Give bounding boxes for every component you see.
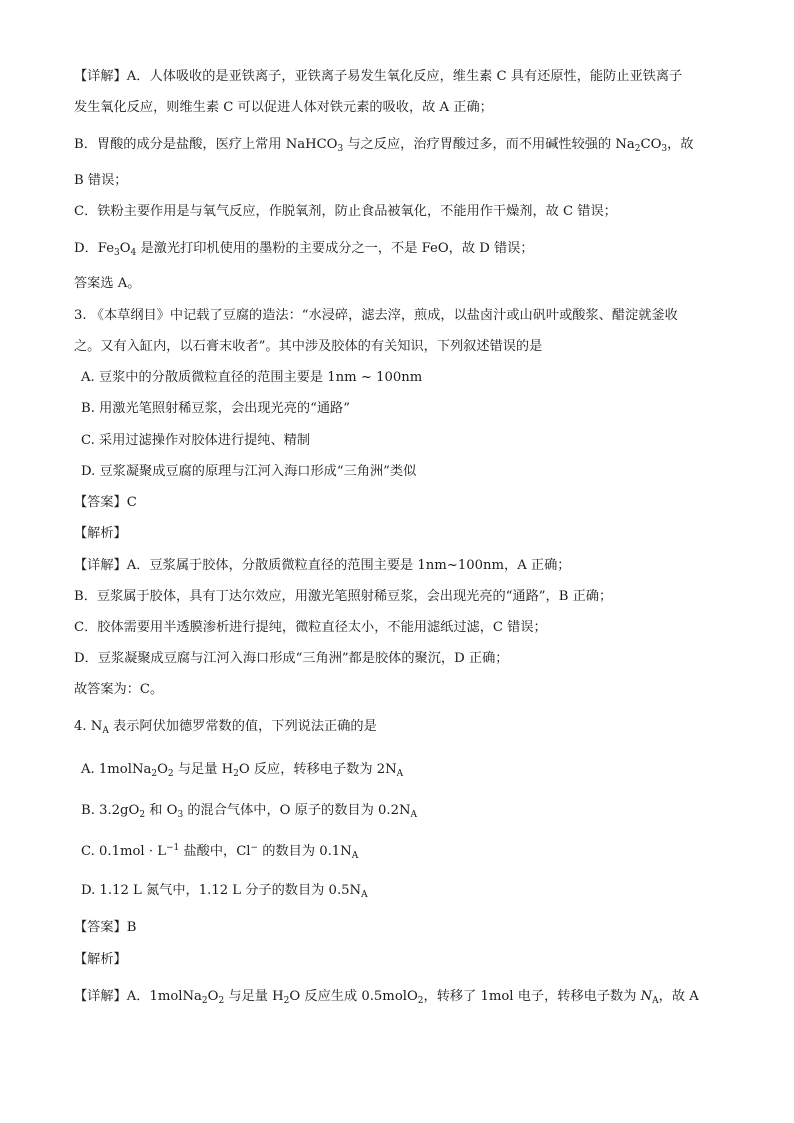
- text-line-16: 【详解】A．豆浆属于胶体，分散质微粒直径的范围主要是 1nm~100nm，A 正确；: [74, 558, 571, 573]
- text-line-5: C．铁粉主要作用是与氧气反应，作脱氧剂，防止食品被氧化，不能用作干燥剂，故 C 错误；: [74, 204, 617, 219]
- question-4-analysis-heading: 【解析】: [74, 952, 127, 967]
- text-line-17: B．豆浆属于胶体，具有丁达尔效应，用激光笔照射稀豆浆，会出现光亮的“通路”，B 正确；: [74, 589, 613, 604]
- text-line-7: 答案选 A。: [74, 276, 141, 291]
- question-4-stem: 4. $N_A$ 表示阿伏加德罗常数的值，下列说法正确的是: [74, 719, 377, 736]
- text-line-2: 发生氧化反应，则维生素 C 可以促进人体对铁元素的吸收，故 A 正确；: [74, 100, 493, 115]
- question-3-option-b: B. 用激光笔照射稀豆浆，会出现光亮的“通路”: [81, 401, 350, 416]
- question-4-option-c: C. $0.1mol \cdot L^{-1}$ 盐酸中，Cl− 的数目为 $0.1N_A$: [81, 843, 359, 861]
- text-line-1: 【详解】A．人体吸收的是亚铁离子，亚铁离子易发生氧化反应，维生素 C 具有还原性，能防止亚铁离子: [74, 69, 683, 84]
- question-3-answer: 【答案】C: [74, 495, 137, 510]
- question-3-stem-line-1: 3. 《本草纲目》中记载了豆腐的造法：“水浸碎，滤去滓，煎成，以盐卤汁或山矾叶或酸浆、醋淀就釜收: [74, 308, 678, 323]
- question-3-option-a: A. 豆浆中的分散质微粒直径的范围主要是 1nm ~ 100nm: [81, 370, 423, 385]
- text-line-28: 【详解】A．$1molNa_2O_2$ 与足量 $H_2O$ 反应生成 0.5molO$_2$，转移了 1mol 电子，转移电子数为 $N_A$，故 A: [74, 989, 699, 1006]
- text-line-4: B 错误；: [74, 173, 128, 188]
- text-line-18: C．胶体需要用半透膜渗析进行提纯，微粒直径太小，不能用滤纸过滤，C 错误；: [74, 620, 547, 635]
- question-3-analysis-heading: 【解析】: [74, 526, 127, 541]
- question-3-stem-line-2: 之。又有入缸内，以石膏末收者”。其中涉及胶体的有关知识，下列叙述错误的是: [74, 339, 543, 354]
- text-line-6: D．$Fe_3O_4$ 是激光打印机使用的墨粉的主要成分之一，不是 FeO，故 D 错误；: [74, 241, 534, 258]
- question-4-option-d: D. 1.12 L 氮气中，1.12 L 分子的数目为 $0.5N_A$: [81, 883, 368, 900]
- text-line-3: B．胃酸的成分是盐酸，医疗上常用 NaHCO$_3$ 与之反应，治疗胃酸过多，而不用碱性较强的 $Na_2CO_3$，故: [74, 137, 694, 154]
- text-line-19: D．豆浆凝聚成豆腐与江河入海口形成“三角洲”都是胶体的聚沉，D 正确；: [74, 651, 509, 666]
- question-3-option-c: C. 采用过滤操作对胶体进行提纯、精制: [81, 433, 311, 448]
- text-line-20: 故答案为：C。: [74, 682, 164, 697]
- question-4-option-a: A. $1molNa_2O_2$ 与足量 $H_2O$ 反应，转移电子数为 $2N_A$: [81, 762, 404, 779]
- question-4-answer: 【答案】B: [74, 920, 137, 935]
- question-4-option-b: B. $3.2gO_2$ 和 $O_3$ 的混合气体中，O 原子的数目为 $0.2N_A$: [81, 803, 418, 820]
- question-3-option-d: D. 豆浆凝聚成豆腐的原理与江河入海口形成“三角洲”类似: [81, 464, 417, 479]
